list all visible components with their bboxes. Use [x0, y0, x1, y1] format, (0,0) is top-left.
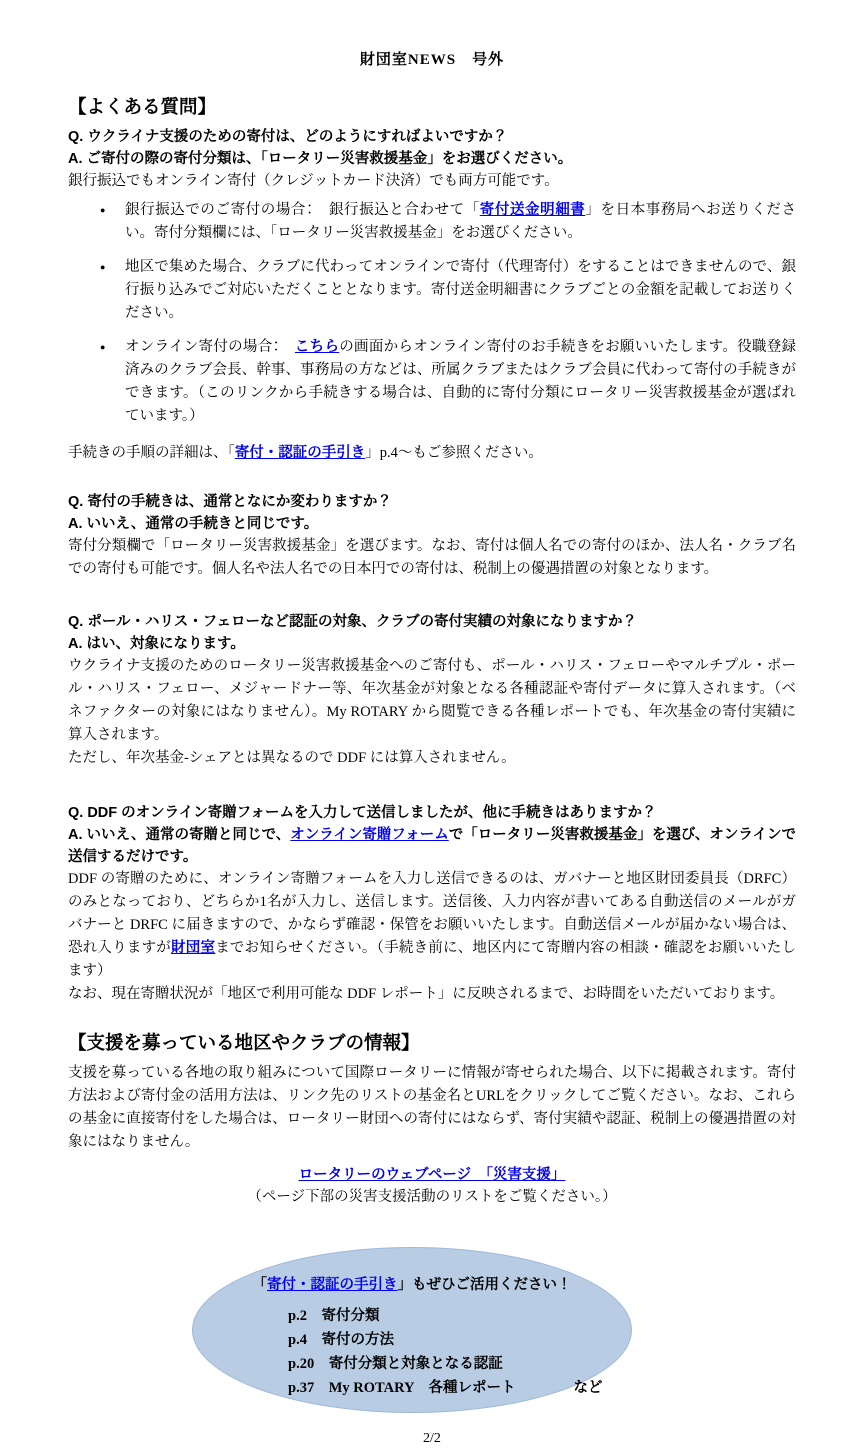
faq-q1-answer: A. ご寄付の際の寄付分類は、「ロータリー災害救援基金」をお選びください。 — [68, 151, 573, 167]
faq-q4-body-note: なお、現在寄贈状況が「地区で利用可能な DDF レポート」に反映されるまで、お時間をいただいております。 — [68, 986, 785, 1002]
callout-item: p.20 寄付分類と対象となる認証 — [288, 1356, 503, 1372]
faq-q3-question: Q. ポール・ハリス・フェローなど認証の対象、クラブの寄付実績の対象になりますか？ — [68, 614, 638, 630]
faq-q4-block — [68, 802, 796, 1006]
support-info-note: （ページ下部の災害支援活動のリストをご覧ください。） — [247, 1189, 617, 1205]
callout-item-list — [288, 1304, 631, 1400]
bullet-item-bank-transfer — [100, 199, 796, 245]
faq-q3-body-note: ただし、年次基金-シェアとは異なるので DDF には算入されません。 — [68, 750, 516, 766]
text-segment: DDF の寄贈のために、オンライン寄贈フォームを入力し送信できるのは、ガバナーと地区財団委員長（DRFC）のみとなっており、どちらか1名が入力し、送信します。送信後、入力内容が書いてある自動送信のメールがガバナーと DRFC に届きますので、かならず確認・保管をお願いいたします。自動送信メールが届かない場合は、恐れ入りますが — [68, 871, 796, 956]
text-segment: までお知らせください。（手続き前に、地区内にて寄贈内容の相談・確認をお願いいたします） — [68, 940, 797, 979]
donation-guide-callout-link[interactable]: 寄付・認証の手引き — [267, 1277, 398, 1293]
support-info-heading: 【支援を募っている地区やクラブの情報】 — [68, 1032, 420, 1053]
text-segment: で「ロータリー災害救援基金」を選び、オンラインで送信するだけです。 — [68, 827, 796, 865]
faq-q1-question: Q. ウクライナ支援のための寄付は、どのようにすればよいですか？ — [68, 129, 508, 145]
bullet-icon: ● — [100, 342, 106, 352]
bullet-text: 地区で集めた場合、クラブに代わってオンラインで寄付（代理寄付）をすることはできませんので、銀行振り込みでご対応いただくこととなります。寄付送金明細書にクラブごとの金額を記載してお送りください。 — [125, 259, 796, 321]
faq-q4-answer — [68, 824, 796, 868]
document-title: 財団室NEWS 号外 — [359, 52, 505, 68]
bullet-text — [125, 336, 796, 428]
bullet-item-district-collection — [100, 256, 796, 325]
text-segment: A. いいえ、通常の寄贈と同じで、 — [68, 827, 291, 843]
callout-item: p.2 寄付分類 — [288, 1308, 380, 1324]
text-segment: 」もぜひご活用ください！ — [397, 1277, 572, 1293]
text-segment: 」p.4～もご参照ください。 — [365, 445, 543, 461]
callout-title — [193, 1248, 631, 1296]
procedure-note — [68, 442, 796, 465]
faq-q3-body: ウクライナ支援のためのロータリー災害救援基金へのご寄付も、ポール・ハリス・フェローやマルチプル・ポール・ハリス・フェロー、メジャードナー等、年次基金が対象となる各種認証や寄付データに算入されます。（ベネファクターの対象にはなりません）。My ROTARY から閲覧できる各種レポートでも、年次基金の寄付実績に算入されます。 — [68, 658, 796, 743]
bullet-icon: ● — [100, 262, 106, 272]
faq-q1-block — [68, 126, 796, 465]
online-ddf-form-link[interactable]: オンライン寄贈フォーム — [290, 827, 449, 843]
foundation-office-link[interactable]: 財団室 — [171, 940, 216, 956]
rotary-disaster-support-link[interactable]: ロータリーのウェブページ 「災害支援」 — [298, 1167, 566, 1183]
faq-q2-block — [68, 491, 796, 581]
faq-heading: 【よくある質問】 — [68, 96, 217, 117]
text-segment: 「 — [252, 1277, 267, 1293]
text-segment: の画面からオンライン寄付のお手続きをお願いいたします。役職登録済みのクラブ会長、幹事、事務局の方などは、所属クラブまたはクラブ会員に代わって寄付の手続きができます。（このリンクから手続きする場合は、自動的に寄付分類にロータリー災害救援基金が選ばれています。） — [125, 339, 796, 424]
text-segment: 銀行振込でのご寄付の場合： 銀行振込と合わせて「 — [125, 202, 480, 218]
faq-q4-body — [68, 868, 796, 983]
faq-q3-answer: A. はい、対象になります。 — [68, 636, 245, 652]
callout-item: p.4 寄付の方法 — [288, 1332, 394, 1348]
bullet-text — [125, 199, 796, 245]
text-segment: 」を日本事務局へお送りください。寄付分類欄には、「ロータリー災害救援基金」をお選びください。 — [125, 202, 797, 241]
donation-remittance-form-link[interactable]: 寄付送金明細書 — [479, 202, 586, 218]
bullet-item-online-donation — [100, 336, 796, 428]
faq-q2-question: Q. 寄付の手続きは、通常となにか変わりますか？ — [68, 494, 392, 510]
bullet-icon: ● — [100, 205, 106, 215]
callout-ellipse — [192, 1247, 632, 1413]
faq-q1-bullets — [68, 199, 796, 428]
callout-item: p.37 My ROTARY 各種レポート など — [288, 1380, 603, 1396]
faq-q4-question: Q. DDF のオンライン寄贈フォームを入力して送信しましたが、他に手続きはありますか？ — [68, 805, 657, 821]
donation-guide-link[interactable]: 寄付・認証の手引き — [234, 445, 366, 461]
text-segment: オンライン寄付の場合： — [125, 339, 295, 355]
support-info-body: 支援を募っている各地の取り組みについて国際ロータリーに情報が寄せられた場合、以下に掲載されます。寄付方法および寄付金の活用方法は、リンク先のリストの基金名とURLをクリックしてご覧ください。なお、これらの基金に直接寄付をした場合は、ロータリー財団への寄付にはならず、寄付実績や認証、税制上の優遇措置の対象にはなりません。 — [68, 1065, 796, 1150]
faq-q1-intro: 銀行振込でもオンライン寄付（クレジットカード決済）でも両方可能です。 — [68, 173, 559, 189]
faq-q2-answer: A. いいえ、通常の手続きと同じです。 — [68, 516, 319, 532]
faq-q2-body: 寄付分類欄で「ロータリー災害救援基金」を選びます。なお、寄付は個人名での寄付のほか、法人名・クラブ名での寄付も可能です。個人名や法人名での日本円での寄付は、税制上の優遇措置の対象となります。 — [68, 538, 796, 577]
faq-q3-block — [68, 611, 796, 770]
online-donation-here-link[interactable]: こちら — [294, 339, 340, 355]
support-link-line — [68, 1164, 796, 1186]
text-segment: 手続きの手順の詳細は、「 — [68, 445, 235, 461]
page-number: 2/2 — [423, 1431, 441, 1446]
